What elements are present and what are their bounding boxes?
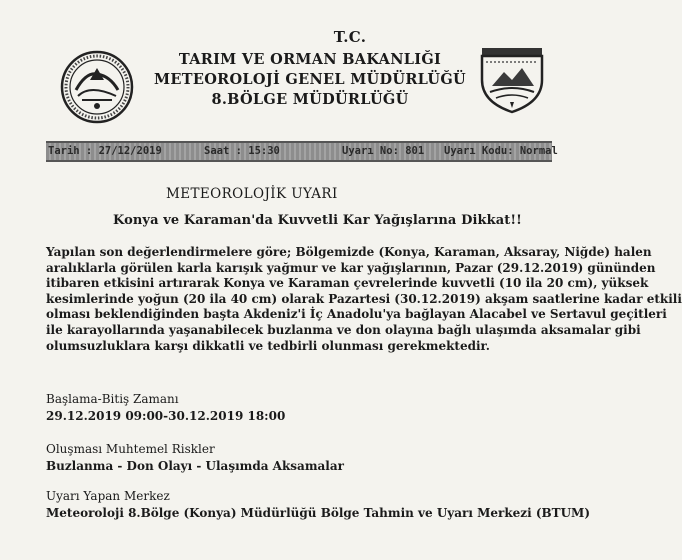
letterhead-region: 8.BÖLGE MÜDÜRLÜĞÜ [211,91,409,108]
info-warning-code: Uyarı Kodu: Normal [444,145,558,157]
letterhead-directorate: METEOROLOJİ GENEL MÜDÜRLÜĞÜ [154,71,466,88]
info-date: Tarih : 27/12/2019 [48,145,162,157]
body-line: Yapılan son değerlendirmelere göre; Bölgemizde (Konya, Karaman, Aksaray, Niğde) halen [46,245,652,259]
risks-label: Oluşması Muhtemel Riskler [46,442,215,456]
ministry-seal-logo [60,50,134,124]
period-value: 29.12.2019 09:00-30.12.2019 18:00 [46,409,286,423]
body-line: olumsuzluklara karşı dikkatli ve tedbirli olunması gerekmektedir. [46,338,490,353]
period-label: Başlama-Bitiş Zamanı [46,392,179,406]
body-line: olması beklendiğinden başta Akdeniz'i İç Anadolu'ya bağlayan Alacabel ve Sertavul geçitleri [46,307,667,322]
body-line: itibaren etkisini artırarak Konya ve Karaman çevrelerinde kuvvetli (10 ila 20 cm), yüksek [46,276,649,291]
risks-value: Buzlanma - Don Olayı - Ulaşımda Aksamalar [46,459,344,473]
info-warning-no: Uyarı No: 801 [342,145,425,157]
warning-subtitle: Konya ve Karaman'da Kuvvetli Kar Yağışlarına Dikkat!! [113,213,522,228]
center-value: Meteoroloji 8.Bölge (Konya) Müdürlüğü Bölge Tahmin ve Uyarı Merkezi (BTUM) [46,506,591,520]
info-time: Saat : 15:30 [204,145,280,157]
letterhead-tc: T.C. [333,28,367,46]
warning-body [46,245,682,354]
info-band [46,141,558,162]
warning-title: METEOROLOJİK UYARI [166,186,338,202]
body-line: kesimlerinde yoğun (20 ila 40 cm) olarak Pazartesi (30.12.2019) akşam saatlerine kadar etkili [46,291,682,306]
body-line: ile karayollarında yaşanabilecek buzlanma ve don olayına bağlı ulaşımda aksamalar gibi [46,322,641,337]
center-label: Uyarı Yapan Merkez [46,489,170,503]
letterhead [140,28,480,108]
body-line: aralıklarla görülen karla karışık yağmur ve kar yağışlarının, Pazar (29.12.2019) gününden [46,260,656,275]
meteorology-shield-logo [476,42,548,114]
letterhead-ministry: TARIM VE ORMAN BAKANLIĞI [178,51,442,68]
